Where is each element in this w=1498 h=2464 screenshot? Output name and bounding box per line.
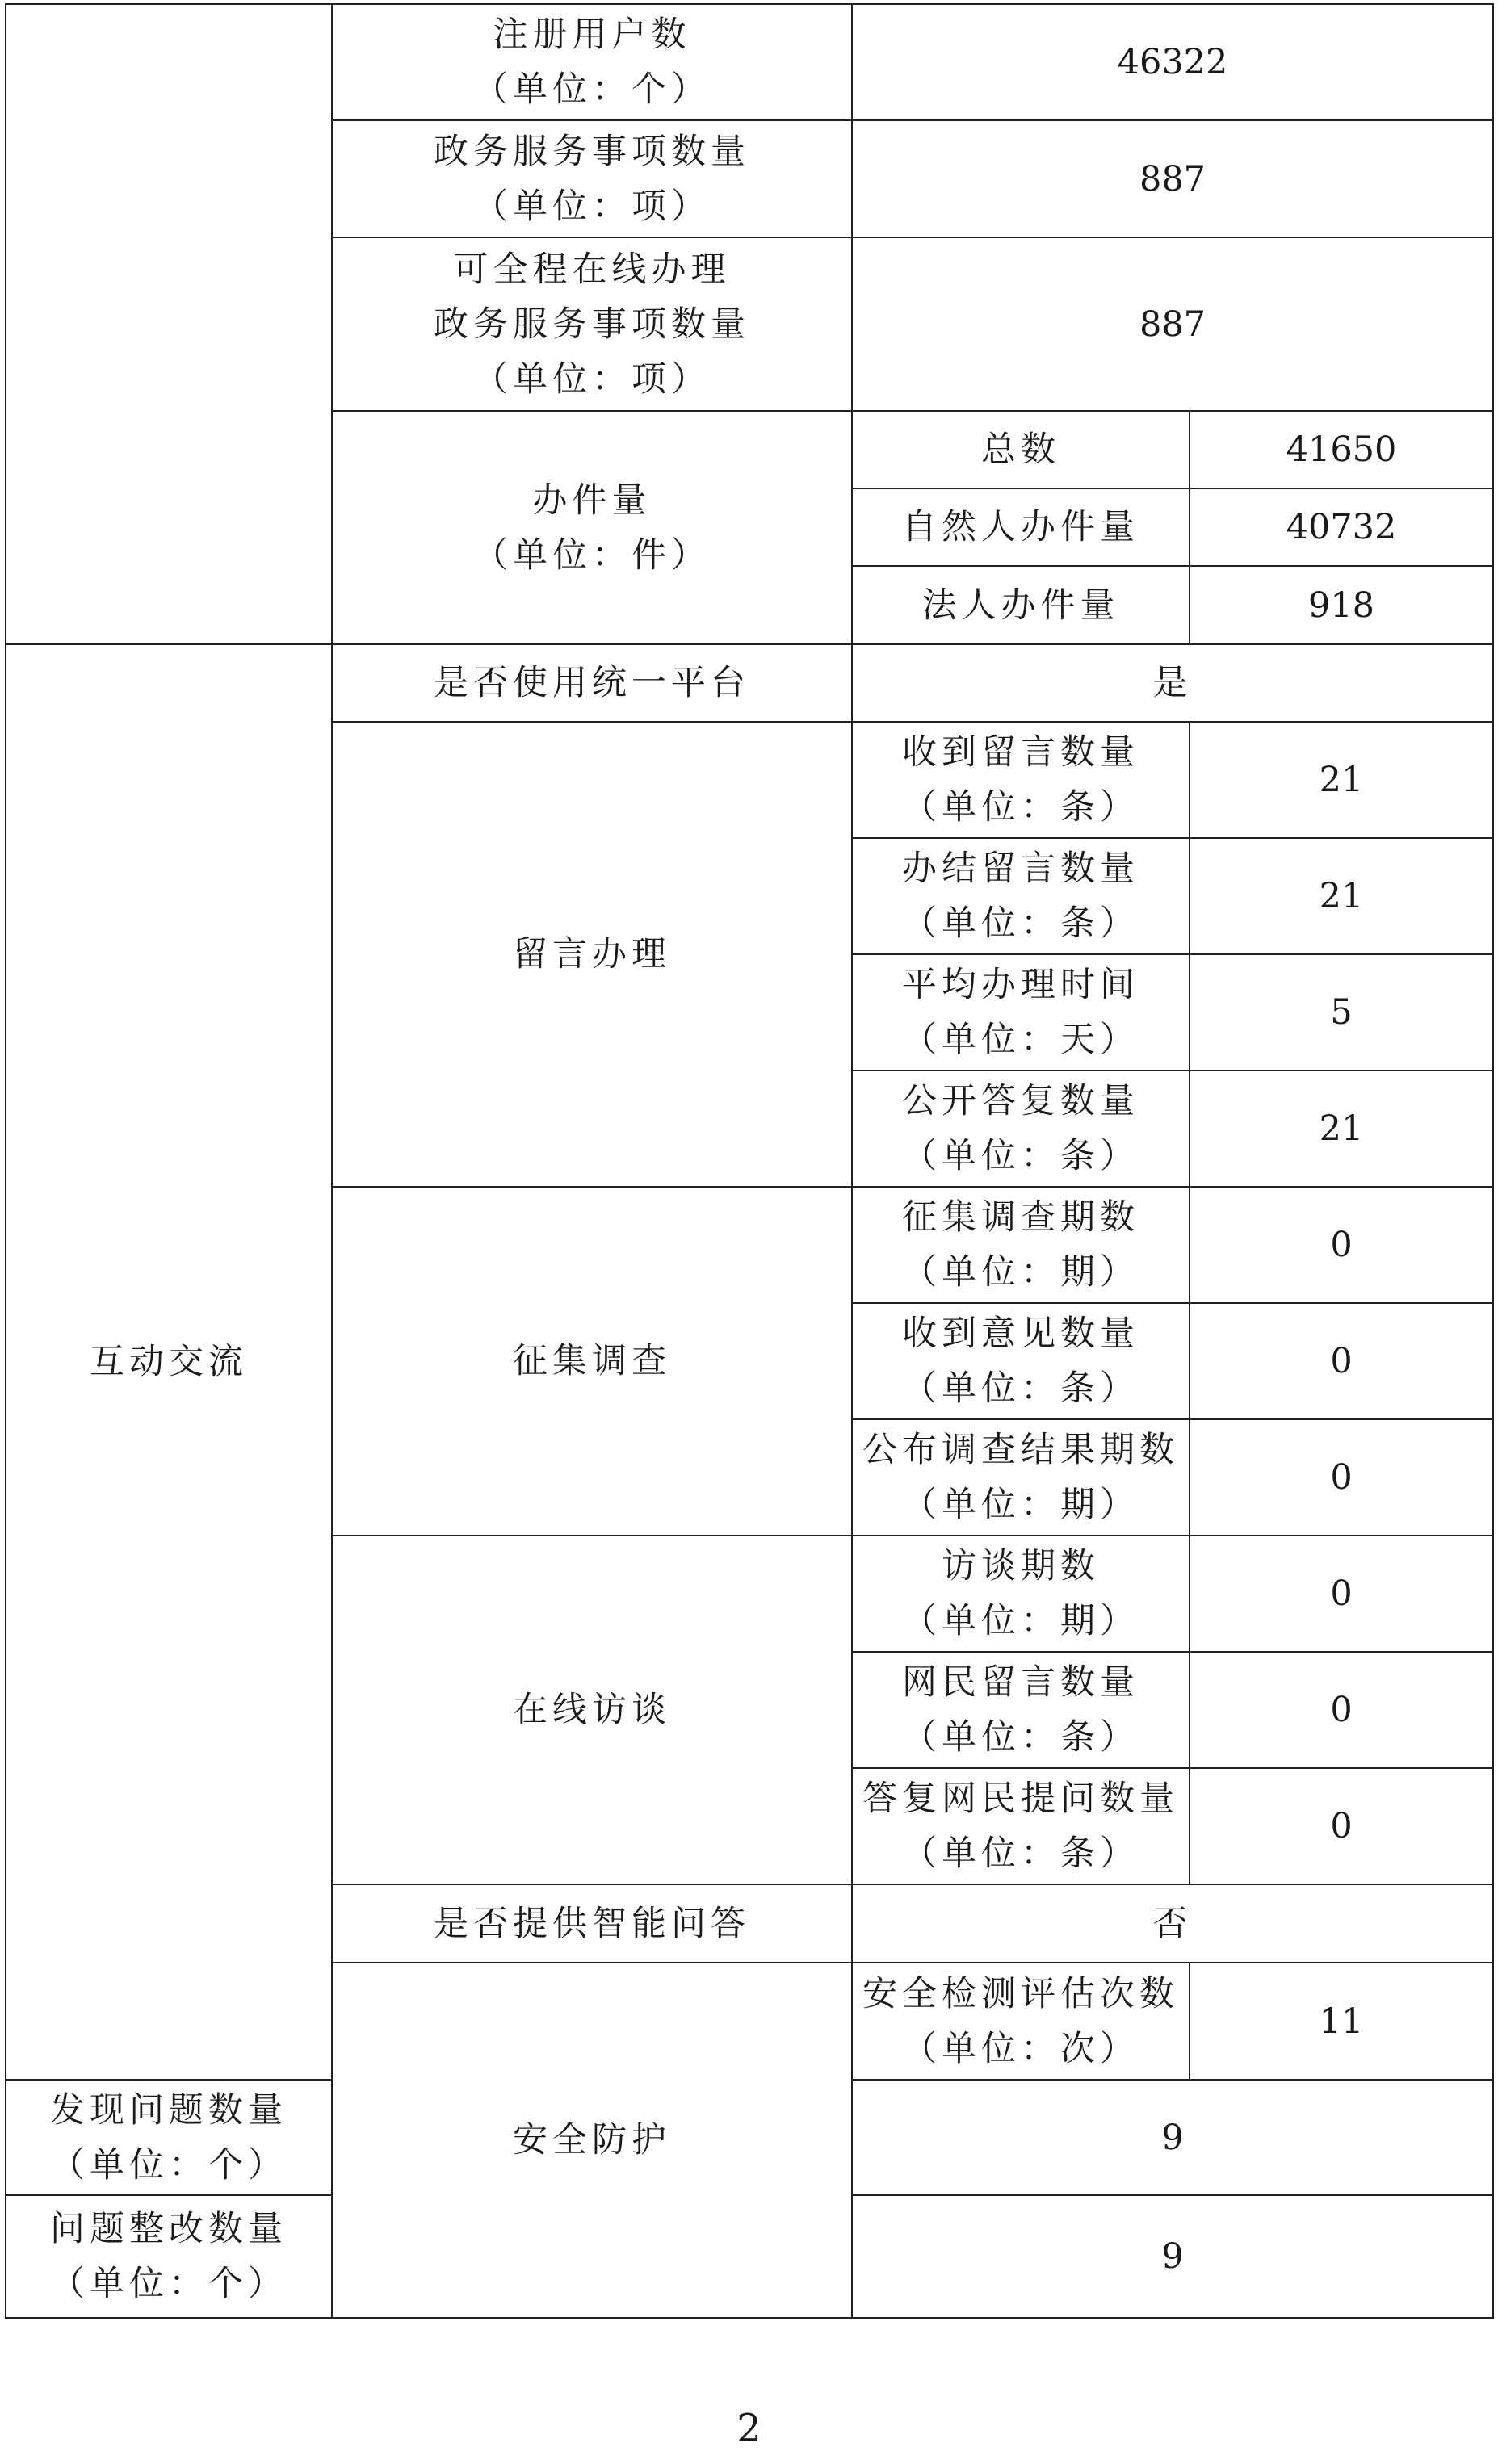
online-items-label: 可全程在线办理 政务服务事项数量 （单位：项） (332, 237, 852, 411)
registered-users-value: 46322 (852, 4, 1493, 120)
interview-periods-label: 访谈期数 （单位：期） (852, 1536, 1190, 1652)
issues-found-value: 9 (852, 2080, 1493, 2195)
page-number: 2 (736, 2406, 762, 2451)
messages-label: 留言办理 (332, 722, 852, 1187)
interview-messages-value: 0 (1190, 1652, 1493, 1768)
cases-label: 办件量 （单位：件） (332, 411, 852, 644)
unified-platform-value: 是 (852, 644, 1493, 722)
interview-answers-value: 0 (1190, 1768, 1493, 1884)
interview-periods-value: 0 (1190, 1536, 1493, 1652)
cases-legal-label: 法人办件量 (852, 566, 1190, 644)
survey-results-label: 公布调查结果期数 （单位：期） (852, 1419, 1190, 1536)
smart-qa-label: 是否提供智能问答 (332, 1884, 852, 1963)
assessments-label: 安全检测评估次数 （单位：次） (852, 1963, 1190, 2080)
messages-received-value: 21 (1190, 722, 1493, 838)
survey-label: 征集调查 (332, 1187, 852, 1536)
online-items-value: 887 (852, 237, 1493, 411)
blank-category-cell (6, 4, 332, 644)
service-items-value: 887 (852, 120, 1493, 237)
messages-received-label: 收到留言数量 （单位：条） (852, 722, 1190, 838)
cases-total-value: 41650 (1190, 411, 1493, 488)
survey-opinions-value: 0 (1190, 1303, 1493, 1419)
cases-legal-value: 918 (1190, 566, 1493, 644)
registered-users-label: 注册用户数 （单位：个） (332, 4, 852, 120)
avg-time-value: 5 (1190, 954, 1493, 1071)
survey-results-value: 0 (1190, 1419, 1493, 1536)
cases-natural-value: 40732 (1190, 488, 1493, 566)
public-replies-value: 21 (1190, 1071, 1493, 1187)
assessments-value: 11 (1190, 1963, 1493, 2080)
service-items-label: 政务服务事项数量 （单位：项） (332, 120, 852, 237)
public-replies-label: 公开答复数量 （单位：条） (852, 1071, 1190, 1187)
interaction-category: 互动交流 (6, 644, 332, 2080)
survey-periods-value: 0 (1190, 1187, 1493, 1303)
issues-fixed-value: 9 (852, 2195, 1493, 2318)
survey-periods-label: 征集调查期数 （单位：期） (852, 1187, 1190, 1303)
survey-opinions-label: 收到意见数量 （单位：条） (852, 1303, 1190, 1419)
issues-found-label: 发现问题数量 （单位：个） (6, 2080, 332, 2195)
interview-answers-label: 答复网民提问数量 （单位：条） (852, 1768, 1190, 1884)
unified-platform-label: 是否使用统一平台 (332, 644, 852, 722)
cases-natural-label: 自然人办件量 (852, 488, 1190, 566)
smart-qa-value: 否 (852, 1884, 1493, 1963)
interview-label: 在线访谈 (332, 1536, 852, 1884)
security-category: 安全防护 (332, 1963, 852, 2318)
interview-messages-label: 网民留言数量 （单位：条） (852, 1652, 1190, 1768)
statistics-table (5, 3, 1494, 2319)
cases-total-label: 总数 (852, 411, 1190, 488)
avg-time-label: 平均办理时间 （单位：天） (852, 954, 1190, 1071)
issues-fixed-label: 问题整改数量 （单位：个） (6, 2195, 332, 2318)
messages-completed-label: 办结留言数量 （单位：条） (852, 838, 1190, 954)
messages-completed-value: 21 (1190, 838, 1493, 954)
